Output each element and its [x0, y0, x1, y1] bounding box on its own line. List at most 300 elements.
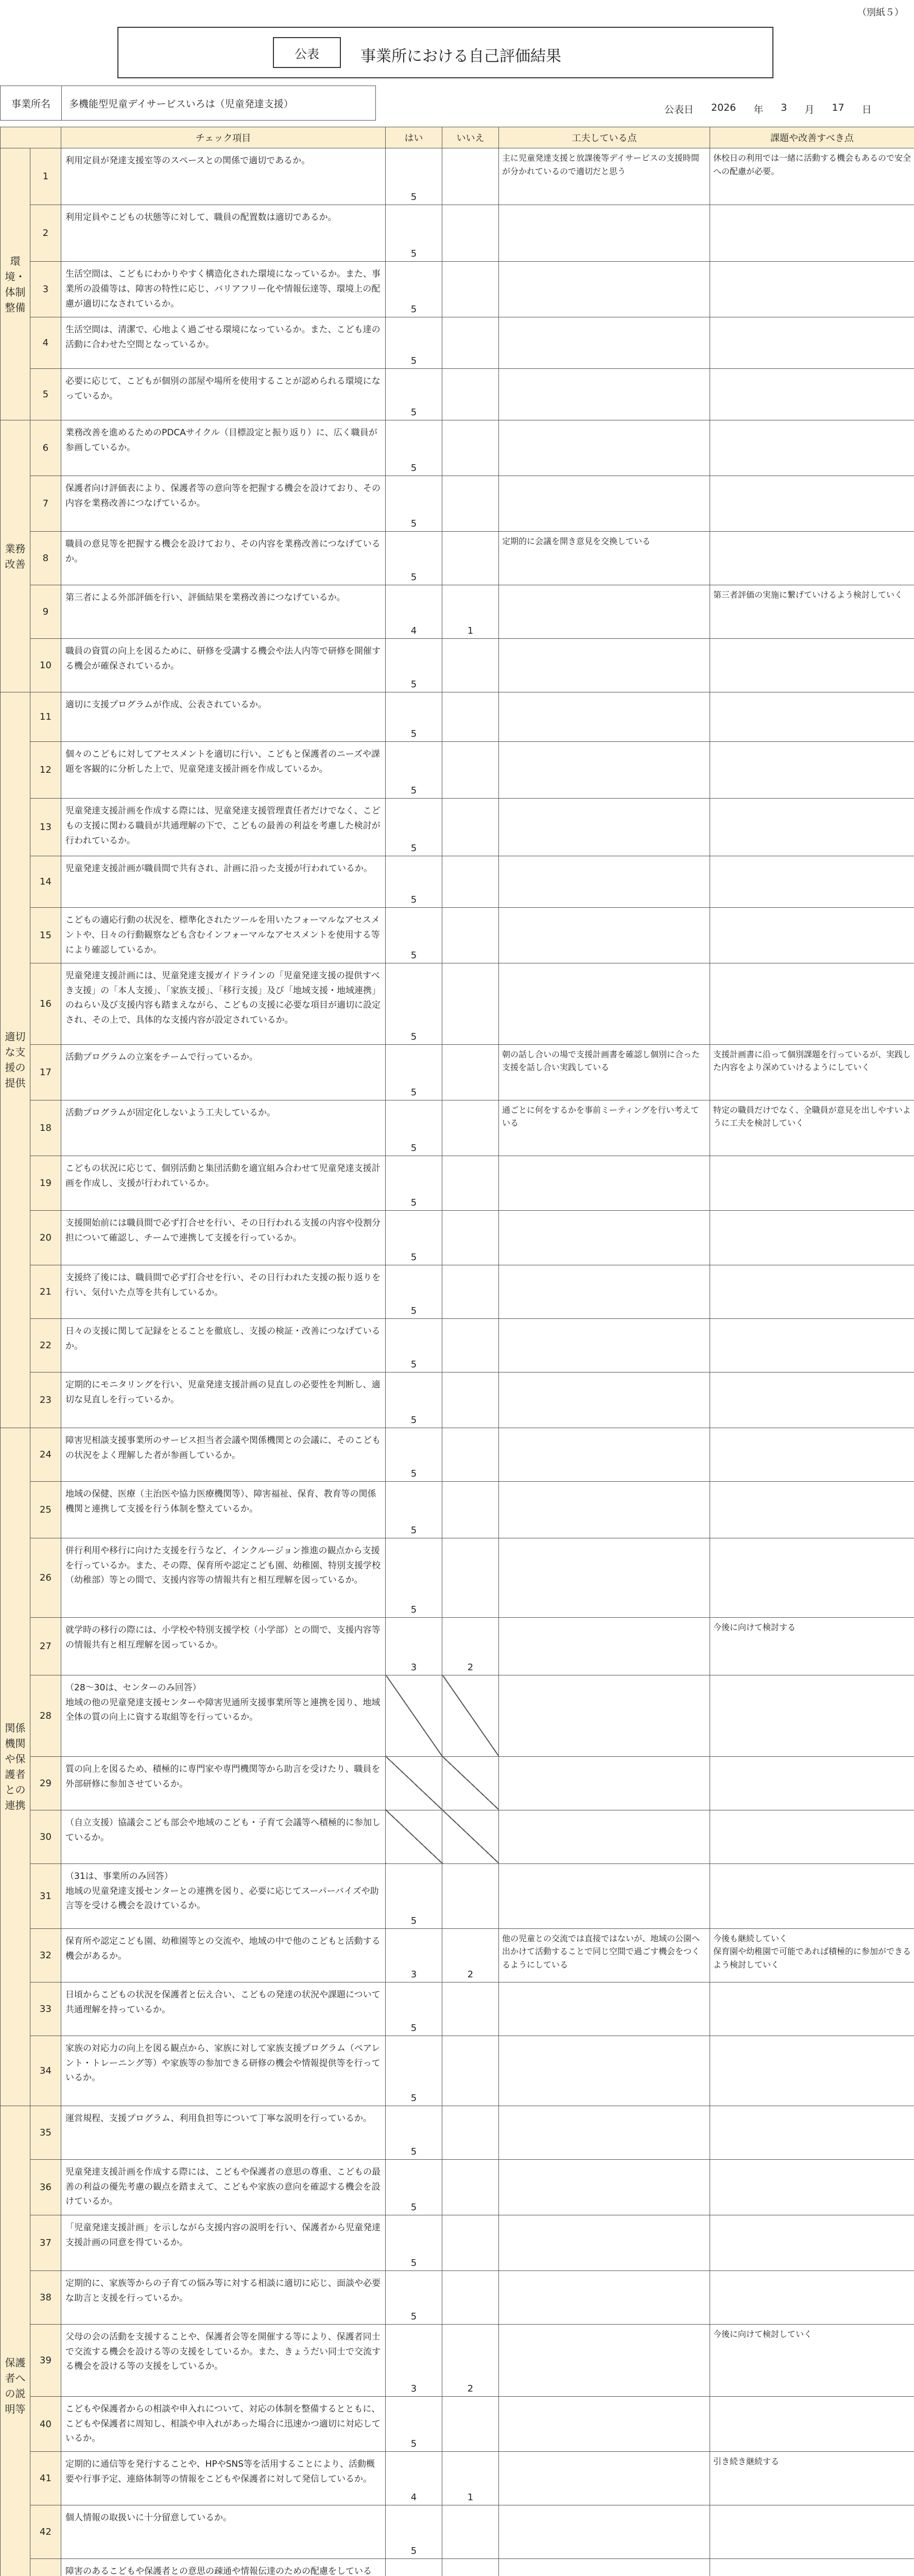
issue-note	[710, 2270, 914, 2324]
issue-note	[710, 2036, 914, 2106]
check-item-text: （31は、事業所のみ回答） 地域の児童発達支援センターとの連携を図り、必要に応じてスーパーバイズや助言等を受ける機会を設けているか。	[61, 1863, 386, 1928]
yes-count: 5	[386, 963, 442, 1044]
issue-note	[710, 1982, 914, 2036]
effort-note	[499, 2559, 710, 2576]
issue-note	[710, 2559, 914, 2576]
issue-note	[710, 856, 914, 908]
no-count	[442, 1810, 499, 1863]
no-count	[442, 1538, 499, 1617]
effort-note	[499, 2324, 710, 2396]
office-label: 事業所名	[1, 86, 62, 120]
row-number: 13	[30, 799, 61, 856]
yes-count: 5	[386, 1156, 442, 1210]
table-row	[1, 1044, 914, 1100]
table-row	[1, 2396, 914, 2452]
table-row	[1, 742, 914, 799]
check-item-text: 運営規程、支援プログラム、利用負担等について丁寧な説明を行っているか。	[61, 2106, 386, 2159]
no-count	[442, 2106, 499, 2159]
issue-note	[710, 1538, 914, 1617]
no-count: 2	[442, 1928, 499, 1982]
row-number: 23	[30, 1372, 61, 1428]
row-number: 34	[30, 2036, 61, 2106]
issue-note	[710, 1265, 914, 1318]
effort-note	[499, 205, 710, 262]
check-item-text: 日々の支援に関して記録をとることを徹底し、支援の検証・改善につなげているか。	[61, 1318, 386, 1372]
no-count: 1	[442, 585, 499, 639]
row-number: 33	[30, 1982, 61, 2036]
no-count	[442, 2036, 499, 2106]
no-count	[442, 2215, 499, 2270]
no-count: 2	[442, 1617, 499, 1675]
category-cell: 関係機関や保護者との連携	[1, 1428, 30, 2106]
table-header-row	[1, 127, 914, 148]
issue-note	[710, 1428, 914, 1481]
check-item-text: 生活空間は、こどもにわかりやすく構造化された環境になっているか。また、事業所の設備等は、障害の特性に応じ、バリアフリー化や情報伝達等、環境上の配慮が適切になされているか。	[61, 262, 386, 317]
row-number: 8	[30, 532, 61, 585]
table-row	[1, 2215, 914, 2270]
row-number: 17	[30, 1044, 61, 1100]
check-item-text: 日頃からこどもの状況を保護者と伝え合い、こどもの発達の状況や課題について共通理解を持っているか。	[61, 1982, 386, 2036]
issue-note: 今後に向けて検討する	[710, 1617, 914, 1675]
check-item-text: 児童発達支援計画を作成する際には、児童発達支援管理責任者だけでなく、こどもの支援に関わる職員が共通理解の下で、こどもの最善の利益を考慮した検討が行われているか。	[61, 799, 386, 856]
row-number: 19	[30, 1156, 61, 1210]
check-item-text: （自立支援）協議会こども部会や地域のこども・子育て会議等へ積極的に参加しているか。	[61, 1810, 386, 1863]
effort-note	[499, 1982, 710, 2036]
yes-count: 3	[386, 2324, 442, 2396]
yes-count: 5	[386, 1428, 442, 1481]
table-row	[1, 692, 914, 742]
effort-note	[499, 1481, 710, 1538]
check-item-text: 利用定員が発達支援室等のスペースとの関係で適切であるか。	[61, 148, 386, 205]
yes-count: 5	[386, 1265, 442, 1318]
no-count	[442, 2270, 499, 2324]
effort-note	[499, 1210, 710, 1265]
effort-note	[499, 1318, 710, 1372]
check-item-text: 保育所や認定こども園、幼稚園等との交流や、地域の中で他のこどもと活動する機会があるか。	[61, 1928, 386, 1982]
no-count	[442, 1044, 499, 1100]
issue-note: 第三者評価の実施に繋げていけるよう検討していく	[710, 585, 914, 639]
row-number	[30, 2559, 61, 2576]
issue-note: 今後に向けて検討していく	[710, 2324, 914, 2396]
table-row	[1, 1538, 914, 1617]
effort-note: 主に児童発達支援と放課後等デイサービスの支援時間が分かれているので適切だと思う	[499, 148, 710, 205]
table-row	[1, 2324, 914, 2396]
yes-count: 5	[386, 1044, 442, 1100]
yes-count: 5	[386, 1210, 442, 1265]
no-count	[442, 1372, 499, 1428]
table-row	[1, 262, 914, 317]
publish-month: 3	[781, 102, 787, 113]
no-count	[442, 1675, 499, 1756]
issue-note	[710, 2159, 914, 2215]
yes-count: 5	[386, 1372, 442, 1428]
yes-count: 5	[386, 2215, 442, 2270]
yes-count: 4	[386, 2452, 442, 2505]
issue-note	[710, 1675, 914, 1756]
table-row	[1, 148, 914, 205]
page-title: 事業所における自己評価結果	[360, 47, 561, 65]
row-number: 42	[30, 2505, 61, 2559]
effort-note	[499, 2159, 710, 2215]
no-count	[442, 799, 499, 856]
check-item-text: こどもや保護者からの相談や申入れについて、対応の体制を整備するとともに、こどもや保護者に周知し、相談や申入れがあった場合に迅速かつ適切に対応しているか。	[61, 2396, 386, 2452]
effort-note	[499, 2452, 710, 2505]
row-number: 7	[30, 476, 61, 532]
row-number: 28	[30, 1675, 61, 1756]
issue-note: 引き続き継続する	[710, 2452, 914, 2505]
no-count	[442, 1210, 499, 1265]
issue-note: 支援計画書に沿って個別課題を行っているが、実践した内容をより深めていけるようにしていく	[710, 1044, 914, 1100]
check-item-text: 個人情報の取扱いに十分留意しているか。	[61, 2505, 386, 2559]
issue-note	[710, 1810, 914, 1863]
row-number: 18	[30, 1100, 61, 1156]
row-number: 27	[30, 1617, 61, 1675]
table-row	[1, 476, 914, 532]
table-row	[1, 1100, 914, 1156]
effort-note	[499, 1538, 710, 1617]
category-cell: 環境・体制整備	[1, 148, 30, 420]
check-item-text: 「児童発達支援計画」を示しながら支援内容の説明を行い、保護者から児童発達支援計画の同意を得ているか。	[61, 2215, 386, 2270]
yes-count: 5	[386, 317, 442, 369]
no-count	[442, 1318, 499, 1372]
effort-note	[499, 369, 710, 420]
row-number: 39	[30, 2324, 61, 2396]
no-count	[442, 1756, 499, 1810]
issue-note	[710, 205, 914, 262]
row-number: 4	[30, 317, 61, 369]
effort-note	[499, 639, 710, 692]
yes-count: 5	[386, 2036, 442, 2106]
effort-note	[499, 1675, 710, 1756]
effort-note	[499, 476, 710, 532]
effort-note	[499, 1265, 710, 1318]
no-count	[442, 2559, 499, 2576]
yes-count: 5	[386, 908, 442, 963]
effort-note	[499, 2505, 710, 2559]
no-count	[442, 963, 499, 1044]
check-item-text: 個々のこどもに対してアセスメントを適切に行い、こどもと保護者のニーズや課題を客観的に分析した上で、児童発達支援計画を作成しているか。	[61, 742, 386, 799]
header-yes: はい	[386, 127, 442, 148]
table-row	[1, 1982, 914, 2036]
no-count	[442, 476, 499, 532]
check-item-text: 支援開始前には職員間で必ず打合せを行い、その日行われる支援の内容や役割分担について確認し、チームで連携して支援を行っているか。	[61, 1210, 386, 1265]
yes-count: 5	[386, 1481, 442, 1538]
effort-note	[499, 1617, 710, 1675]
table-row	[1, 1156, 914, 1210]
issue-note	[710, 317, 914, 369]
table-row	[1, 1265, 914, 1318]
yes-count: 5	[386, 742, 442, 799]
no-count	[442, 1156, 499, 1210]
check-item-text: 児童発達支援計画には、児童発達支援ガイドラインの「児童発達支援の提供すべき支援」の「本人支援」、「家族支援」、「移行支援」及び「地域支援・地域連携」のねらい及び支援内容も踏まえながら、こどもの支援に必要な項目が適切に設定され、その上で、具体的な支援内容が設定されているか。	[61, 963, 386, 1044]
no-count	[442, 1982, 499, 2036]
no-count	[442, 1481, 499, 1538]
publish-year-unit: 年	[753, 104, 764, 115]
row-number: 37	[30, 2215, 61, 2270]
check-item-text: 父母の会の活動を支援することや、保護者会等を開催する等により、保護者同士で交流する機会を設ける等の支援をしているか。また、きょうだい同士で交流する機会を設ける等の支援をしているか。	[61, 2324, 386, 2396]
issue-note	[710, 1481, 914, 1538]
yes-count: 5	[386, 2505, 442, 2559]
row-number: 40	[30, 2396, 61, 2452]
effort-note	[499, 262, 710, 317]
table-row	[1, 639, 914, 692]
effort-note	[499, 799, 710, 856]
issue-note	[710, 963, 914, 1044]
row-number: 32	[30, 1928, 61, 1982]
table-row	[1, 2559, 914, 2576]
no-count	[442, 148, 499, 205]
table-row	[1, 317, 914, 369]
issue-note	[710, 532, 914, 585]
issue-note	[710, 2396, 914, 2452]
table-row	[1, 1756, 914, 1810]
yes-count: 4	[386, 585, 442, 639]
issue-note	[710, 420, 914, 476]
yes-count: 5	[386, 799, 442, 856]
effort-note	[499, 420, 710, 476]
check-item-text: 児童発達支援計画が職員間で共有され、計画に沿った支援が行われているか。	[61, 856, 386, 908]
no-count	[442, 1863, 499, 1928]
row-number: 30	[30, 1810, 61, 1863]
check-item-text: 児童発達支援計画を作成する際には、こどもや保護者の意思の尊重、こどもの最善の利益の優先考慮の観点を踏まえて、こどもや家族の意向を確認する機会を設けているか。	[61, 2159, 386, 2215]
table-row	[1, 908, 914, 963]
effort-note	[499, 2396, 710, 2452]
check-item-text: 定期的に通信等を発行することや、HPやSNS等を活用することにより、活動概要や行事予定、連絡体制等の情報をこどもや保護者に対して発信しているか。	[61, 2452, 386, 2505]
yes-count: 5	[386, 2396, 442, 2452]
header-check-item: チェック項目	[61, 127, 386, 148]
effort-note	[499, 856, 710, 908]
publish-day: 17	[832, 102, 844, 113]
row-number: 15	[30, 908, 61, 963]
no-count	[442, 369, 499, 420]
issue-note	[710, 1210, 914, 1265]
no-count	[442, 692, 499, 742]
yes-count: 5	[386, 1100, 442, 1156]
yes-count: 5	[386, 420, 442, 476]
form-number: （別紙５）	[857, 7, 904, 18]
row-number: 5	[30, 369, 61, 420]
table-row	[1, 963, 914, 1044]
yes-count: 3	[386, 1617, 442, 1675]
row-number: 14	[30, 856, 61, 908]
row-number: 9	[30, 585, 61, 639]
table-row	[1, 856, 914, 908]
no-count: 2	[442, 2324, 499, 2396]
table-row	[1, 2036, 914, 2106]
no-count	[442, 908, 499, 963]
effort-note	[499, 2215, 710, 2270]
header-issues: 課題や改善すべき点	[710, 127, 914, 148]
yes-count	[386, 2559, 442, 2576]
check-item-text: 就学時の移行の際には、小学校や特別支援学校（小学部）との間で、支援内容等の情報共有と相互理解を図っているか。	[61, 1617, 386, 1675]
effort-note	[499, 1810, 710, 1863]
issue-note	[710, 692, 914, 742]
no-count	[442, 856, 499, 908]
no-count	[442, 420, 499, 476]
office-row	[0, 86, 376, 121]
yes-count: 5	[386, 2159, 442, 2215]
title-box	[117, 27, 773, 78]
check-item-text: こどもの状況に応じて、個別活動と集団活動を適宜組み合わせて児童発達支援計画を作成し、支援が行われているか。	[61, 1156, 386, 1210]
check-item-text: こどもの適応行動の状況を、標準化されたツールを用いたフォーマルなアセスメントや、日々の行動観察なども含むインフォーマルなアセスメントを使用する等により確認しているか。	[61, 908, 386, 963]
table-row	[1, 799, 914, 856]
table-row	[1, 1617, 914, 1675]
table-row	[1, 369, 914, 420]
table-row	[1, 1810, 914, 1863]
table-row	[1, 1675, 914, 1756]
effort-note	[499, 963, 710, 1044]
yes-count: 5	[386, 262, 442, 317]
effort-note: 他の児童との交流では直接ではないが、地域の公園へ出かけて活動することで同じ空間で過ごす機会をつくるようにしている	[499, 1928, 710, 1982]
yes-count: 5	[386, 532, 442, 585]
issue-note	[710, 2505, 914, 2559]
check-item-text: 利用定員やこどもの状態等に対して、職員の配置数は適切であるか。	[61, 205, 386, 262]
yes-count: 5	[386, 2270, 442, 2324]
no-count	[442, 1265, 499, 1318]
table-row	[1, 2505, 914, 2559]
issue-note	[710, 908, 914, 963]
row-number: 29	[30, 1756, 61, 1810]
issue-note	[710, 2106, 914, 2159]
check-item-text: 定期的に、家族等からの子育ての悩み等に対する相談に適切に応じ、面談や必要な助言と支援を行っているか。	[61, 2270, 386, 2324]
category-cell: 適切な支援の提供	[1, 692, 30, 1428]
effort-note	[499, 742, 710, 799]
table-row	[1, 585, 914, 639]
check-item-text: 生活空間は、清潔で、心地よく過ごせる環境になっているか。また、こども達の活動に合わせた空間となっているか。	[61, 317, 386, 369]
issue-note	[710, 369, 914, 420]
yes-count: 5	[386, 1318, 442, 1372]
no-count	[442, 1100, 499, 1156]
effort-note	[499, 1372, 710, 1428]
office-name: 多機能型児童デイサービスいろは（児童発達支援）	[69, 98, 294, 110]
table-row	[1, 1863, 914, 1928]
check-item-text: 家族の対応力の向上を図る観点から、家族に対して家族支援プログラム（ペアレント・トレーニング等）や家族等の参加できる研修の機会や情報提供等を行っているか。	[61, 2036, 386, 2106]
effort-note: 定期的に会議を開き意見を交換している	[499, 532, 710, 585]
issue-note	[710, 1156, 914, 1210]
check-item-text: 定期的にモニタリングを行い、児童発達支援計画の見直しの必要性を判断し、適切な見直しを行っているか。	[61, 1372, 386, 1428]
header-blank	[1, 127, 61, 148]
row-number: 12	[30, 742, 61, 799]
yes-count	[386, 1810, 442, 1863]
no-count	[442, 2396, 499, 2452]
check-item-text: 第三者による外部評価を行い、評価結果を業務改善につなげているか。	[61, 585, 386, 639]
no-count	[442, 1428, 499, 1481]
table-row	[1, 205, 914, 262]
effort-note	[499, 692, 710, 742]
issue-note	[710, 1372, 914, 1428]
category-cell: 保護者への説明等	[1, 2106, 30, 2576]
table-row	[1, 2452, 914, 2505]
check-item-text: （28～30は、センターのみ回答） 地域の他の児童発達支援センターや障害児通所支援事業所等と連携を図り、地域全体の質の向上に資する取組等を行っているか。	[61, 1675, 386, 1756]
yes-count: 5	[386, 476, 442, 532]
yes-count	[386, 1756, 442, 1810]
effort-note: 通ごとに何をするかを事前ミーティングを行い考えている	[499, 1100, 710, 1156]
table-row	[1, 2106, 914, 2159]
check-item-text: 保護者向け評価表により、保護者等の意向等を把握する機会を設けており、その内容を業務改善につなげているか。	[61, 476, 386, 532]
yes-count: 5	[386, 856, 442, 908]
table-row	[1, 2270, 914, 2324]
table-row	[1, 532, 914, 585]
category-cell: 業務改善	[1, 420, 30, 692]
public-badge: 公表	[273, 37, 341, 68]
table-row	[1, 1210, 914, 1265]
issue-note: 休校日の利用では一緒に活動する機会もあるので安全への配慮が必要。	[710, 148, 914, 205]
yes-count: 5	[386, 1538, 442, 1617]
effort-note	[499, 908, 710, 963]
table-row	[1, 2159, 914, 2215]
row-number: 24	[30, 1428, 61, 1481]
row-number: 21	[30, 1265, 61, 1318]
effort-note	[499, 2270, 710, 2324]
issue-note	[710, 742, 914, 799]
no-count	[442, 532, 499, 585]
row-number: 6	[30, 420, 61, 476]
publish-date	[664, 102, 872, 116]
issue-note	[710, 1863, 914, 1928]
issue-note: 特定の職員だけでなく、全職員が意見を出しやすいように工夫を検討していく	[710, 1100, 914, 1156]
check-item-text: 障害のあるこどもや保護者との意思の疎通や情報伝達のための配慮をしている	[61, 2559, 386, 2576]
no-count	[442, 317, 499, 369]
header-effort: 工夫している点	[499, 127, 710, 148]
effort-note	[499, 2106, 710, 2159]
effort-note	[499, 317, 710, 369]
yes-count: 5	[386, 639, 442, 692]
check-item-text: 活動プログラムが固定化しないよう工夫しているか。	[61, 1100, 386, 1156]
evaluation-table	[0, 127, 914, 2576]
no-count	[442, 742, 499, 799]
no-count: 1	[442, 2452, 499, 2505]
yes-count	[386, 1675, 442, 1756]
table-row	[1, 1481, 914, 1538]
issue-note	[710, 799, 914, 856]
issue-note	[710, 639, 914, 692]
yes-count: 5	[386, 205, 442, 262]
row-number: 22	[30, 1318, 61, 1372]
issue-note	[710, 1756, 914, 1810]
row-number: 10	[30, 639, 61, 692]
effort-note	[499, 585, 710, 639]
row-number: 25	[30, 1481, 61, 1538]
yes-count: 3	[386, 1928, 442, 1982]
row-number: 35	[30, 2106, 61, 2159]
yes-count: 5	[386, 2106, 442, 2159]
check-item-text: 職員の資質の向上を図るために、研修を受講する機会や法人内等で研修を開催する機会が確保されているか。	[61, 639, 386, 692]
yes-count: 5	[386, 148, 442, 205]
issue-note	[710, 476, 914, 532]
issue-note	[710, 2215, 914, 2270]
publish-month-unit: 月	[804, 104, 815, 115]
row-number: 26	[30, 1538, 61, 1617]
check-item-text: 併行利用や移行に向けた支援を行うなど、インクルージョン推進の観点から支援を行っているか。また、その際、保育所や認定こども園、幼稚園、特別支援学校（幼稚部）等との間で、支援内容等の情報共有と相互理解を図っているか。	[61, 1538, 386, 1617]
row-number: 41	[30, 2452, 61, 2505]
effort-note	[499, 1156, 710, 1210]
publish-day-unit: 日	[861, 104, 872, 115]
row-number: 16	[30, 963, 61, 1044]
check-item-text: 障害児相談支援事業所のサービス担当者会議や関係機関との会議に、そのこどもの状況をよく理解した者が参画しているか。	[61, 1428, 386, 1481]
check-item-text: 支援終了後には、職員間で必ず打合せを行い、その日行われた支援の振り返りを行い、気付いた点等を共有しているか。	[61, 1265, 386, 1318]
no-count	[442, 262, 499, 317]
check-item-text: 活動プログラムの立案をチームで行っているか。	[61, 1044, 386, 1100]
row-number: 11	[30, 692, 61, 742]
row-number: 3	[30, 262, 61, 317]
check-item-text: 必要に応じて、こどもが個別の部屋や場所を使用することが認められる環境になっているか。	[61, 369, 386, 420]
row-number: 38	[30, 2270, 61, 2324]
effort-note	[499, 2036, 710, 2106]
effort-note	[499, 1756, 710, 1810]
check-item-text: 適切に支援プログラムが作成、公表されているか。	[61, 692, 386, 742]
effort-note	[499, 1428, 710, 1481]
issue-note	[710, 1318, 914, 1372]
